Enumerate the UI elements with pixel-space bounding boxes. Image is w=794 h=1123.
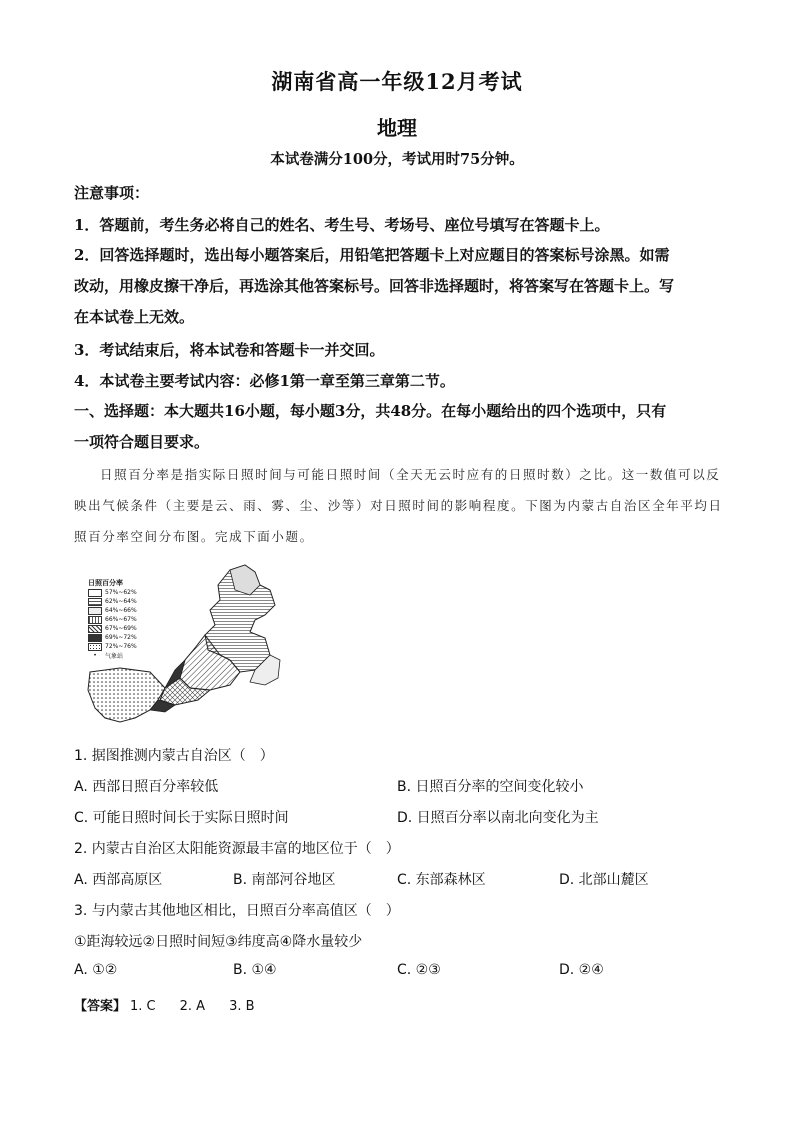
- note-line: 4．本试卷主要考试内容：必修1第一章至第三章第二节。: [74, 372, 455, 390]
- exam-info: 本试卷满分100分，考试用时75分钟。: [270, 151, 524, 168]
- q3-option-d: D. ②④: [559, 962, 604, 978]
- legend-item: 67%~69%: [88, 624, 158, 633]
- legend-item: 57%~62%: [88, 588, 158, 597]
- note-line: 在本试卷上无效。: [74, 308, 195, 326]
- q2-option-d: D. 北部山麓区: [559, 872, 649, 888]
- note-line: 改动，用橡皮擦干净后，再选涂其他答案标号。回答非选择题时，将答案写在答题卡上。写: [74, 277, 675, 295]
- legend-item: 69%~72%: [88, 633, 158, 642]
- legend-swatch: [88, 607, 102, 615]
- answer-line: [74, 995, 255, 1014]
- legend-item: 66%~67%: [88, 615, 158, 624]
- q2-option-c: C. 东部森林区: [397, 872, 486, 888]
- legend-swatch: [88, 598, 102, 606]
- legend-item: 62%~64%: [88, 597, 158, 606]
- question-2-stem: 2. 内蒙古自治区太阳能资源最丰富的地区位于（ ）: [74, 841, 400, 857]
- legend-swatch: [88, 625, 102, 633]
- map-legend: [88, 578, 158, 660]
- station-dot-icon: •: [93, 652, 97, 659]
- subject-title: 地理: [377, 116, 417, 140]
- answer-2: 2. A: [179, 999, 206, 1014]
- answer-1: 1. C: [130, 999, 156, 1014]
- legend-item: 64%~66%: [88, 606, 158, 615]
- section-heading-cont: 一项符合题目要求。: [74, 433, 210, 451]
- q1-option-d: D. 日照百分率以南北向变化为主: [397, 810, 599, 826]
- legend-swatch: [88, 634, 102, 642]
- legend-swatch: [88, 589, 102, 597]
- legend-swatch: [88, 643, 102, 651]
- question-1-stem: 1. 据图推测内蒙古自治区（ ）: [74, 748, 274, 764]
- legend-title: 日照百分率: [88, 579, 123, 587]
- q2-option-b: B. 南部河谷地区: [233, 872, 336, 888]
- note-line: 3．考试结束后，将本试卷和答题卡一并交回。: [74, 341, 385, 359]
- question-3-stem: 3. 与内蒙古其他地区相比，日照百分率高值区（ ）: [74, 903, 400, 919]
- passage-line: 日照百分率是指实际日照时间与可能日照时间（全天无云时应有的日照时数）之比。这一数值可以反: [100, 467, 721, 482]
- section-heading: 一、选择题：本大题共16小题，每小题3分，共48分。在每小题给出的四个选项中，只有: [74, 402, 667, 420]
- passage-line: 照百分率空间分布图。完成下面小题。: [74, 529, 314, 544]
- q1-option-b: B. 日照百分率的空间变化较小: [397, 779, 584, 795]
- q2-option-a: A. 西部高原区: [74, 872, 163, 888]
- passage-line: 映出气候条件（主要是云、雨、雾、尘、沙等）对日照时间的影响程度。下图为内蒙古自治区全年平均日: [74, 498, 723, 513]
- exam-title: 湖南省高一年级12月考试: [271, 69, 523, 94]
- answer-tag: 【答案】: [74, 999, 127, 1014]
- q3-option-b: B. ①④: [233, 962, 277, 978]
- q1-option-c: C. 可能日照时间长于实际日照时间: [74, 810, 289, 826]
- sunshine-map-figure: [80, 560, 380, 730]
- note-line: 1．答题前，考生务必将自己的姓名、考生号、考场号、座位号填写在答题卡上。: [74, 216, 610, 234]
- legend-item: • 气象站: [88, 651, 158, 660]
- notes-heading: 注意事项：: [74, 184, 150, 202]
- q1-option-a: A. 西部日照百分率较低: [74, 779, 219, 795]
- q3-option-a: A. ①②: [74, 962, 118, 978]
- question-3-sub: ①距海较远②日照时间短③纬度高④降水量较少: [74, 934, 363, 950]
- answer-3: 3. B: [229, 999, 255, 1014]
- legend-swatch: [88, 616, 102, 624]
- q3-option-c: C. ②③: [397, 962, 441, 978]
- legend-item: 72%~76%: [88, 642, 158, 651]
- note-line: 2．回答选择题时，选出每小题答案后，用铅笔把答题卡上对应题目的答案标号涂黑。如需: [74, 246, 670, 264]
